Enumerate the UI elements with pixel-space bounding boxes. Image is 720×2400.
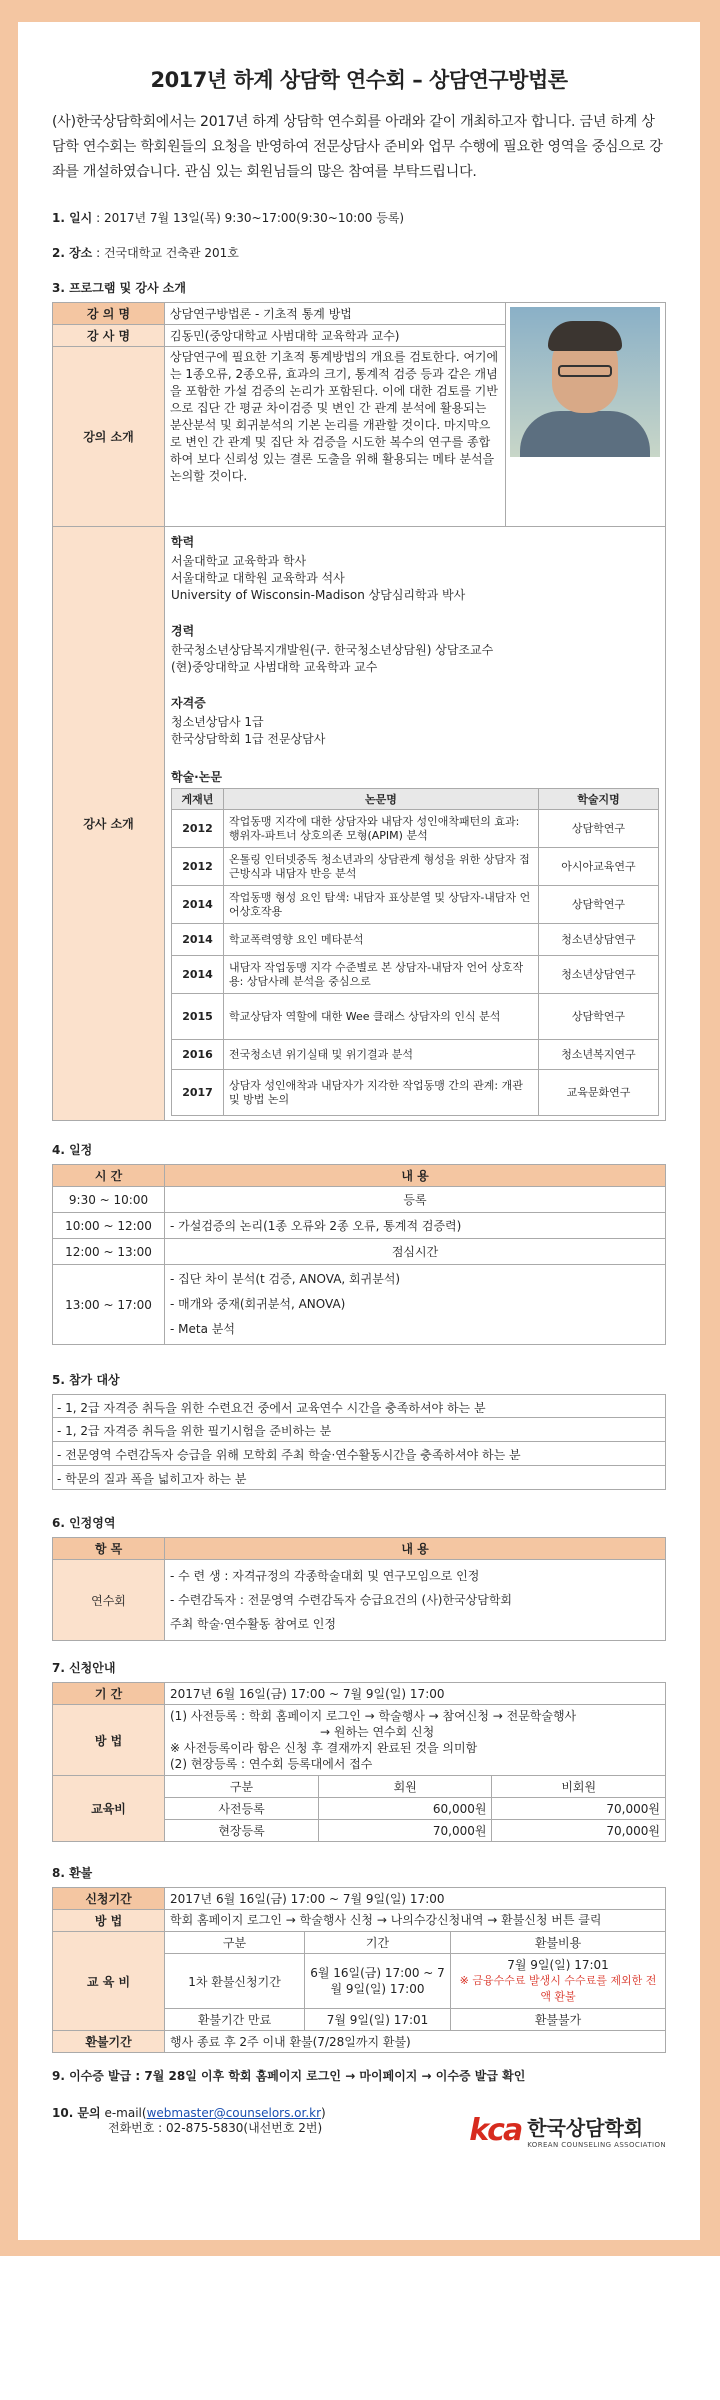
lecturer-photo xyxy=(510,307,660,457)
list-item: - 1, 2급 자격증 취득을 위한 수련요건 중에서 교육연수 시간을 충족하셔야 하는 분 xyxy=(52,1394,666,1418)
email-link[interactable]: webmaster@counselors.or.kr xyxy=(146,2106,322,2120)
lecturer-bio xyxy=(165,527,666,1121)
pub-title: 학술·논문 xyxy=(171,770,222,784)
table-row: 1차 환불신청기간 6월 16일(금) 17:00 ~ 7월 9일(일) 17:00 7월 9일(일) 17:01 ※ 금융수수료 발생시 수수료를 제외한 전액 환불 xyxy=(53,1954,666,2009)
table-row: 2012 온톨링 인터넷중독 청소년과의 상담관계 형성을 위한 상담자 접근방식과 내담자 반응 분석 아시아교육연구 xyxy=(172,848,659,886)
table-row: 2012 작업동맹 지각에 대한 상담자와 내담자 성인애착패턴의 효과: 행위자-파트너 상호의존 모형(APIM) 분석 상담학연구 xyxy=(172,810,659,848)
intro-paragraph: (사)한국상담학회에서는 2017년 하계 상담학 연수회를 아래와 같이 개최하고자 합니다. 금년 하계 상담학 연수회는 학회원들의 요청을 반영하여 전문상담사 준비와 업무 수행에 필요한 영역을 중심으로 강좌를 개설하였습니다. 관심 있는 회원님들의 많은 참여를 부탁드립니다. xyxy=(52,114,663,180)
section-credit-heading: 6. 인정영역 xyxy=(52,1516,116,1530)
table-row: 12:00 ~ 13:00 점심시간 xyxy=(53,1239,666,1265)
target-list xyxy=(52,1394,666,1490)
logo-name: 한국상담학회 xyxy=(527,2116,644,2140)
lecturer-bio-label: 강사 소개 xyxy=(53,527,165,1121)
table-row: 사전등록 60,000원 70,000원 xyxy=(53,1798,666,1820)
table-row: 2017 상담자 성인애착과 내담자가 지각한 작업동맹 간의 관계: 개관 및 방법 논의 교육문화연구 xyxy=(172,1070,659,1116)
phone-number: 전화번호 : 02-875-5830(내선번호 2번) xyxy=(108,2121,323,2135)
career-title: 경력 xyxy=(171,624,195,638)
cert-list: 청소년상담사 1급 한국상담학회 1급 전문상담사 xyxy=(171,715,326,746)
table-row: 환불기간 만료 7월 9일(일) 17:01 환불불가 xyxy=(53,2009,666,2031)
course-intro-label: 강의 소개 xyxy=(53,347,165,527)
table-row: 2014 내담자 작업동맹 지각 수준별로 본 상담자-내담자 언어 상호작용: 상담사례 분석을 중심으로 청소년상담연구 xyxy=(172,956,659,994)
section-schedule-heading: 4. 일정 xyxy=(52,1143,93,1157)
list-item: - 학문의 질과 폭을 넓히고자 하는 분 xyxy=(52,1466,666,1490)
career-list: 한국청소년상담복지개발원(구. 한국청소년상담원) 상담조교수 (현)중앙대학교 사범대학 교육학과 교수 xyxy=(171,643,494,674)
refund-table: 신청기간 2017년 6월 16일(금) 17:00 ~ 7월 9일(일) 17:00 방 법 학회 홈페이지 로그인 → 학술행사 신청 → 나의수강신청내역 → 환불신청 버튼 클릭 교 육 비 구분 기간 환불비용 1차 환불신청기간 6월 16일(금) 17:00 ~ 7월 9일(일) 17:00 7월 9일(일) 17:01 ※ 금융수수료 발생시 수수료를 제외한 전액 환불 환불기간 만료 7월 9일(일) 17:01 환불불가 환불기간 행사 종료 후 2주 이내 환불(7/28일까지 환불) xyxy=(52,1887,666,2053)
course-label: 강 의 명 xyxy=(53,303,165,325)
list-item: - 전문영역 수련감독자 승급을 위해 모학회 주최 학술·연수활동시간을 충족하셔야 하는 분 xyxy=(52,1442,666,1466)
logo-english: KOREAN COUNSELING ASSOCIATION xyxy=(527,2141,666,2149)
section-date: 1. 일시 : 2017년 7월 13일(목) 9:30~17:00(9:30~10:00 등록) xyxy=(52,211,405,225)
table-row: 9:30 ~ 10:00 등록 xyxy=(53,1187,666,1213)
section-venue: 2. 장소 : 건국대학교 건축관 201호 xyxy=(52,246,239,260)
table-row: 2014 학교폭력영향 요인 메타분석 청소년상담연구 xyxy=(172,924,659,956)
course-intro-text: 상담연구에 필요한 기초적 통계방법의 개요를 검토한다. 여기에는 1종오류, 2종오류, 효과의 크기, 통계적 검증 등과 같은 개념을 포함한 가설 검증의 논리가 포함된다. 이에 대한 검토를 기반으로 집단 간 평균 차이검증 및 변인 간 관계 분석에 활용되는 분산분석 및 회귀분석의 기본 논리를 개관할 것이다. 마지막으로 변인 간 관계 및 집단 차 검증을 시도한 복수의 연구를 종합하여 보다 신뢰성 있는 결론 도출을 위해 활용되는 메타 분석을 논의할 것이다. xyxy=(165,347,506,527)
kca-logo xyxy=(469,2112,666,2149)
table-row: 현장등록 70,000원 70,000원 xyxy=(53,1820,666,1842)
schedule-table: 시 간 내 용 9:30 ~ 10:00 등록 10:00 ~ 12:00 - 가설검증의 논리(1종 오류와 2종 오류, 통계적 검증력) 12:00 ~ 13:00 점심시간 13:00 ~ 17:00 - 집단 차이 분석(t 검증, ANOVA, 회귀분석) - 매개와 중재(회귀분석, ANOVA) - Meta 분석 xyxy=(52,1164,666,1345)
course-name: 상담연구방법론 - 기초적 통계 방법 xyxy=(165,303,506,325)
credit-table: 항 목 내 용 연수회 - 수 련 생 : 자격규정의 각종학술대회 및 연구모임으로 인정 - 수련감독자 : 전문영역 수련감독자 승급요건의 (사)한국상담학회 주최 학술·연수활동 참여로 인정 xyxy=(52,1537,666,1641)
table-row: 10:00 ~ 12:00 - 가설검증의 논리(1종 오류와 2종 오류, 통계적 검증력) xyxy=(53,1213,666,1239)
section-target-heading: 5. 참가 대상 xyxy=(52,1373,120,1387)
lecturer-name: 김동민(중앙대학교 사범대학 교육학과 교수) xyxy=(165,325,506,347)
lecturer-label: 강 사 명 xyxy=(53,325,165,347)
certificate-info: 9. 이수증 발급 : 7월 28일 이후 학회 홈페이지 로그인 → 마이페이지 → 이수증 발급 확인 xyxy=(52,2069,526,2083)
table-row: 2015 학교상담자 역할에 대한 Wee 클래스 상담자의 인식 분석 상담학연구 xyxy=(172,994,659,1040)
section-program-heading: 3. 프로그램 및 강사 소개 xyxy=(52,281,186,295)
publications-table: 게재년 논문명 학술지명 2012 작업동맹 지각에 대한 상담자와 내담자 성인애착패턴의 효과: 행위자-파트너 상호의존 모형(APIM) 분석 상담학연구 2012 온톨링 인터넷중독 청소년과의 상담관계 형성을 위한 상담자 접근방식과 내담자 반응 분석 아시아교육연구 2014 작업동맹 형성 요인 탐색: 내담자 표상분열 및 상담자-내담자 언어상호작용 상담학연구 2014 학교폭력영향 요인 메타분석 청소년상담연구 2014 내담자 작업동맹 지각 수준별로 본 상담자-내담자 언어 상호작용: 상담사례 분석을 중심으로 청소년상담연구 2015 학교상담자 역할에 대한 Wee 클래스 상담자의 인식 분석 상담학연구 2016 전국청소년 위기실태 및 위기결과 분석 청소년복지연구 2017 상담자 성인애착과 내담자가 지각한 작업동맹 간의 관계: 개관 및 방법 논의 교육문화연구 xyxy=(171,788,659,1116)
table-row: 13:00 ~ 17:00 - 집단 차이 분석(t 검증, ANOVA, 회귀분석) - 매개와 중재(회귀분석, ANOVA) - Meta 분석 xyxy=(53,1265,666,1345)
edu-title: 학력 xyxy=(171,535,195,549)
section-apply-heading: 7. 신청안내 xyxy=(52,1661,116,1675)
cert-title: 자격증 xyxy=(171,696,206,710)
page-title: 2017년 하계 상담학 연수회 – 상담연구방법론 xyxy=(150,68,568,92)
logo-mark: kca xyxy=(469,2113,522,2148)
list-item: - 1, 2급 자격증 취득을 위한 필기시험을 준비하는 분 xyxy=(52,1418,666,1442)
edu-list: 서울대학교 교육학과 학사 서울대학교 대학원 교육학과 석사 University of Wisconsin-Madison 상담심리학과 박사 xyxy=(171,554,466,602)
apply-table: 기 간 2017년 6월 16일(금) 17:00 ~ 7월 9일(일) 17:00 방 법 (1) 사전등록 : 학회 홈페이지 로그인 → 학술행사 → 참여신청 → 전문학술행사 → 원하는 연수회 신청 ※ 사전등록이라 함은 신청 후 결재까지 완료된 것을 의미함 (2) 현장등록 : 연수회 등록대에서 접수 교육비 구분 회원 비회원 사전등록 60,000원 70,000원 현장등록 70,000원 70,000원 xyxy=(52,1682,666,1842)
section-refund-heading: 8. 환불 xyxy=(52,1866,93,1880)
table-row: 2014 작업동맹 형성 요인 탐색: 내담자 표상분열 및 상담자-내담자 언어상호작용 상담학연구 xyxy=(172,886,659,924)
contact-footer: 10. 문의 e-mail(webmaster@counselors.or.kr) 전화번호 : 02-875-5830(내선번호 2번) kca 한국상담학회 KOREAN COUNSELING ASSOCIATION xyxy=(52,2106,666,2149)
table-row: 2016 전국청소년 위기실태 및 위기결과 분석 청소년복지연구 xyxy=(172,1040,659,1070)
document xyxy=(18,22,700,2240)
program-table xyxy=(52,302,666,1121)
